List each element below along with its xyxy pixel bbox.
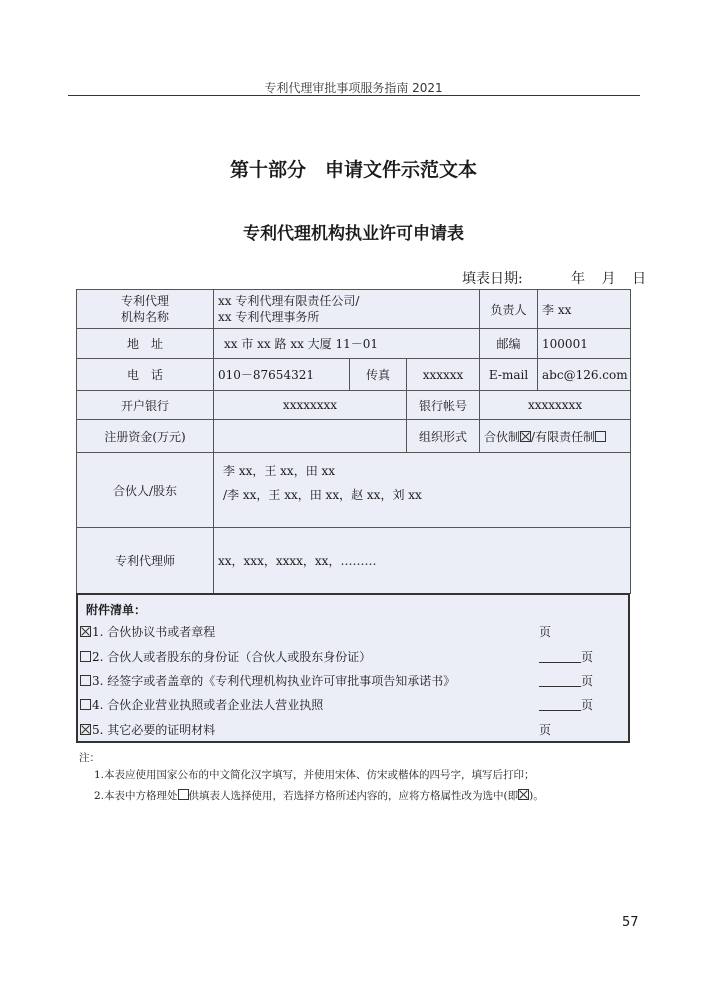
checkbox-checked-icon[interactable] [80,724,91,735]
email-label: E-mail [480,359,538,391]
checkbox-unchecked-icon[interactable] [80,651,91,662]
page-count: 页 [539,625,552,639]
address-value[interactable]: xx 市 xx 路 xx 大厦 11－01 [214,329,480,359]
table-row [77,453,631,528]
fill-date-month: 月 [601,271,616,287]
list-item [78,721,628,739]
org-form-label: 组织形式 [407,420,480,453]
page-count: 页 [539,672,593,690]
table-row [77,329,631,359]
fax-label: 传真 [350,359,407,391]
part-title: 第十部分 申请文件示范文本 [229,159,477,181]
table-row [77,391,631,420]
list-item [78,672,628,690]
checkbox-checked-icon[interactable] [520,431,531,442]
running-header: 专利代理审批事项服务指南 2021 [264,81,443,95]
page-count: 页 [539,696,593,714]
capital-value[interactable] [214,420,407,453]
table-row [77,420,631,453]
application-form-table [76,289,631,594]
partners-value[interactable]: 李 xx，王 xx，田 xx /李 xx，王 xx，田 xx，赵 xx，刘 xx [214,453,631,528]
attachment-item-text: 4. 合伙企业营业执照或者企业法人营业执照 [92,698,324,712]
org-form-options [480,420,631,453]
checkbox-unchecked-icon[interactable] [80,675,91,686]
notes-heading: 注： [79,752,100,764]
partners-label: 合伙人/股东 [77,453,214,528]
fill-date-day: 日 [632,271,647,287]
agency-name-label: 专利代理 机构名称 [77,290,214,329]
attachment-item-text: 2. 合伙人或者股东的身份证（合伙人或股东身份证） [92,650,372,664]
attachment-item-text: 1. 合伙协议书或者章程 [92,625,216,639]
bank-label: 开户银行 [77,391,214,420]
table-row [77,359,631,391]
attachment-list-title: 附件清单： [86,603,147,617]
fill-date-year: 年 [571,271,586,287]
email-value[interactable]: abc@126.com [538,359,631,391]
fax-value[interactable]: xxxxxx [407,359,480,391]
list-item [78,696,628,714]
account-value[interactable]: xxxxxxxx [480,391,631,420]
checkbox-unchecked-icon[interactable] [595,431,606,442]
checkbox-unchecked-icon[interactable] [80,699,91,710]
address-label: 地 址 [77,329,214,359]
bank-value[interactable]: xxxxxxxx [214,391,407,420]
phone-value[interactable]: 010－87654321 [214,359,350,391]
attachment-item-text: 5. 其它必要的证明材料 [92,723,216,737]
header-divider [68,95,640,96]
page-number: 57 [622,915,639,930]
page-count-blank[interactable] [539,674,581,687]
attorneys-value[interactable]: xx，xxx，xxxx，xx，……… [214,528,631,594]
attachment-list [76,593,630,743]
attachment-item-text: 3. 经签字或者盖章的《专利代理机构执业许可审批事项告知承诺书》 [92,674,456,688]
postcode-value[interactable]: 100001 [538,329,631,359]
account-label: 银行帐号 [407,391,480,420]
org-form-option-partnership: 合伙制 [484,429,521,444]
page-count-blank[interactable] [539,698,581,711]
person-in-charge-label: 负责人 [480,290,538,329]
fill-date [462,268,646,288]
capital-label: 注册资金(万元) [77,420,214,453]
list-item [78,648,628,666]
org-form-option-limited: /有限责任制 [531,429,596,444]
checkbox-unchecked-icon [178,789,189,800]
note-1: 1.本表应使用国家公布的中文简化汉字填写，并使用宋体、仿宋或楷体的四号字，填写后打印； [94,769,535,781]
list-item [78,623,628,641]
page-count: 页 [539,648,593,666]
agency-name-value[interactable]: xx 专利代理有限责任公司/ xx 专利代理事务所 [214,290,480,329]
table-row [77,290,631,329]
checkbox-checked-icon[interactable] [80,626,91,637]
checkbox-checked-icon [518,789,529,800]
fill-date-label: 填表日期: [462,271,523,287]
note-2: 2.本表中方格理处 供填表人选择使用，若选择方格所述内容的，应将方格属性改为选中(即 )。 [94,790,544,802]
page-count: 页 [539,723,552,737]
table-row [77,528,631,594]
person-in-charge-value[interactable]: 李 xx [538,290,631,329]
attorneys-label: 专利代理师 [77,528,214,594]
form-title: 专利代理机构执业许可申请表 [243,224,464,244]
page-count-blank[interactable] [539,650,581,663]
postcode-label: 邮编 [480,329,538,359]
phone-label: 电 话 [77,359,214,391]
